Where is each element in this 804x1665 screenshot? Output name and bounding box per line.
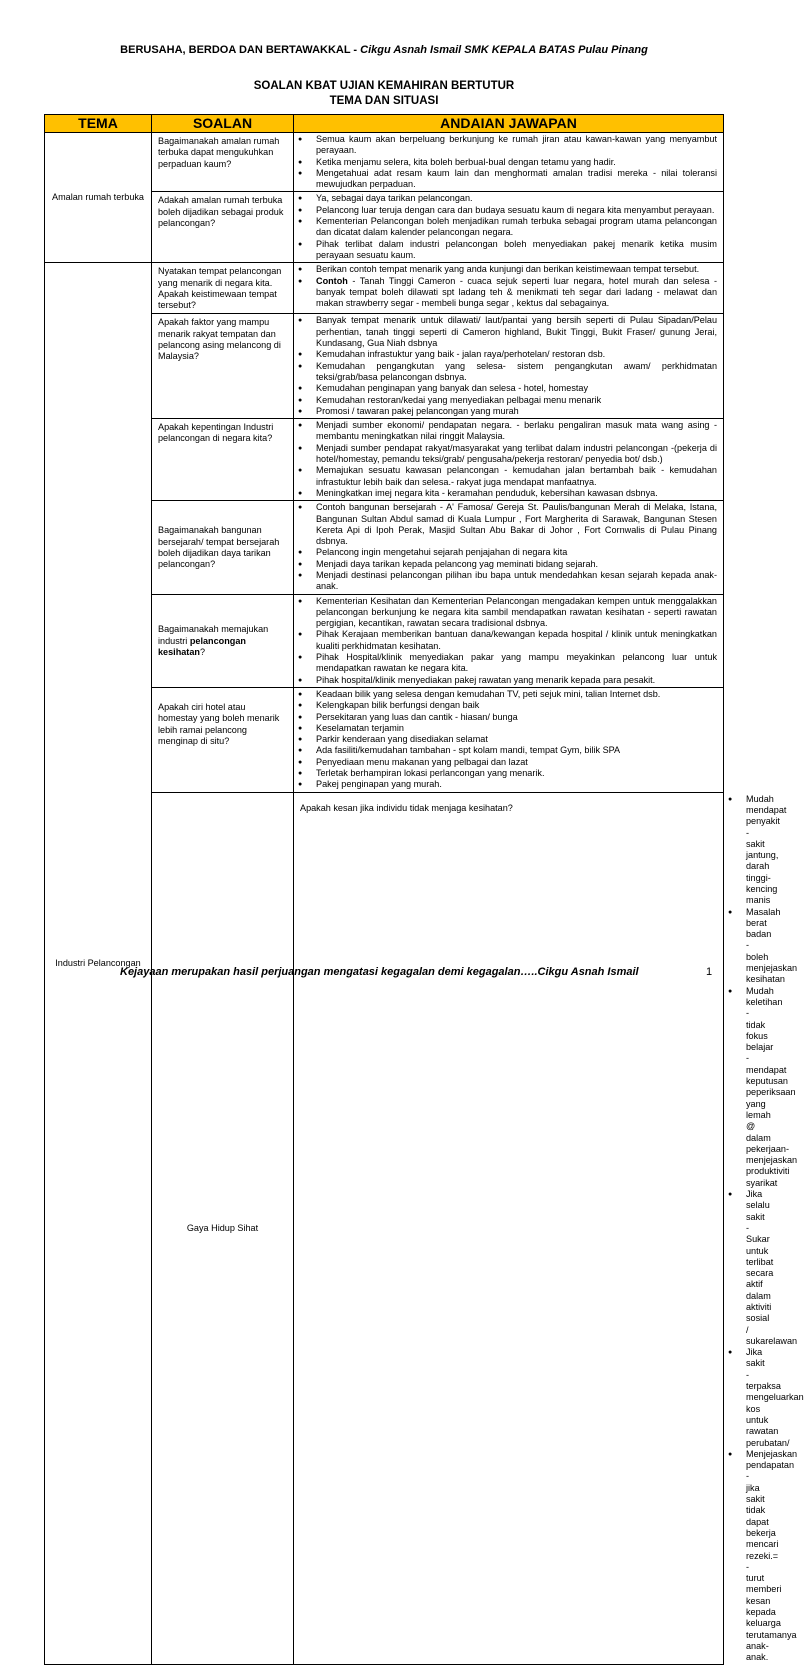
answer-item: ● Kemudahan pengangkutan yang selesa- sistem pengangkutan awam/ perkhidmatan teksi/grab/basa pelancongan dsbnya. <box>294 361 717 384</box>
answer-cell <box>294 263 724 314</box>
question-cell: Apakah kepentingan Industri pelancongan di negara kita? <box>152 419 294 501</box>
question-end: ? <box>199 646 206 657</box>
answer-item: ● Memajukan sesuatu kawasan pelancongan - kemudahan jalan bertambah baik - kemudahan infrastuktur lebih baik dan selesa.- rakyat juga mendapat manfaatnya. <box>294 465 717 488</box>
answer-item: ● Menjejaskan pendapatan - jika sakit tidak dapat bekerja mencari rezeki.= - turut memberi kesan kepada keluarga terutamanya anak-anak. <box>724 1449 746 1664</box>
answer-item <box>294 276 717 310</box>
question-cell: Bagaimanakah bangunan bersejarah/ tempat bersejarah boleh dijadikan daya tarikan pelancongan? <box>152 501 294 594</box>
answer-item: ● Mudah keletihan - tidak fokus belajar - mendapat keputusan peperiksaan yang lemah @ dalam pekerjaan- menjejaskan produktiviti syarikat <box>724 986 746 1189</box>
question-cell: Apakah ciri hotel atau homestay yang boleh menarik lebih ramai pelancong menginap di situ? <box>152 687 294 792</box>
theme-cell: Amalan rumah terbuka <box>45 133 152 263</box>
question-text: Bagaimanakah memajukan industri <box>158 624 269 646</box>
answer-item: ● Ketika menjamu selera, kita boleh berbual-bual dengan tetamu yang hadir. <box>294 157 717 168</box>
answer-item: ● Berikan contoh tempat menarik yang anda kunjungi dan berikan keistimewaan tempat tersebut. <box>294 264 717 275</box>
answer-item: ● Kemudahan infrastuktur yang baik - jalan raya/perhotelan/ restoran dsb. <box>294 349 717 360</box>
col-jawapan: ANDAIAN JAWAPAN <box>294 115 724 133</box>
answer-item: ● Penyediaan menu makanan yang pelbagai dan lazat <box>294 757 717 768</box>
page-header <box>0 44 768 56</box>
theme-cell <box>45 263 152 1665</box>
answer-item: ● Menjadi sumber pendapat rakyat/masyarakat yang terlibat dalam industri pelancongan -(pekerja di hotel/homestay, pemandu teksi/grab/ pengusaha/pekerja restoran/ penyedia bot/ dsb.) <box>294 443 717 466</box>
question-cell: Nyatakan tempat pelancongan yang menarik di negara kita. Apakah keistimewaan tempat tersebut? <box>152 263 294 314</box>
answer-cell <box>294 419 724 501</box>
answer-item: ● Keadaan bilik yang selesa dengan kemudahan TV, peti sejuk mini, talian Internet dsb. <box>294 689 717 700</box>
answer-item: ● Contoh bangunan bersejarah - A' Famosa/ Gereja St. Paulis/bangunan Merah di Melaka, Istana, Bangunan Sultan Abdul samad di Kuala Lumpur , Fort Margherita di Sarawak, Bangunan Stesen Kereta Api di Ipoh Perak, Masjid Sultan Abu Bakar di Johor , Fort Cornwalis di Pulau Pinang dsbnya. <box>294 502 717 547</box>
answer-item: ● Kelengkapan bilik berfungsi dengan baik <box>294 700 717 711</box>
question-cell <box>152 594 294 687</box>
header-motto: BERUSAHA, BERDOA DAN BERTAWAKKAL - <box>120 44 361 56</box>
col-soalan: SOALAN <box>152 115 294 133</box>
answer-item: ● Kemudahan restoran/kedai yang menyediakan pelbagai menu menarik <box>294 395 717 406</box>
answer-cell <box>294 314 724 419</box>
answer-item: ● Pelancong ingin mengetahui sejarah penjajahan di negara kita <box>294 547 717 558</box>
page-number: 1 <box>706 966 713 978</box>
answer-item: ● Masalah berat badan - boleh menjejaskan kesihatan <box>724 907 746 986</box>
theme-cell: Gaya Hidup Sihat <box>152 792 294 1665</box>
col-tema: TEMA <box>45 115 152 133</box>
question-bold: pelancongan kesihatan <box>158 635 246 657</box>
answer-item: ● Menjadi daya tarikan kepada pelancong yag meminati bidang sejarah. <box>294 559 717 570</box>
answer-item: ● Persekitaran yang luas dan cantik - hiasan/ bunga <box>294 712 717 723</box>
table-row <box>45 263 724 314</box>
answer-item: ● Pihak hospital/klinik menyediakan pakej rawatan yang menarik kepada para pesakit. <box>294 675 717 686</box>
question-cell: Adakah amalan rumah terbuka boleh dijadikan sebagai produk pelancongan? <box>152 192 294 263</box>
answer-cell <box>294 594 724 687</box>
answer-item: ● Mengetahuai adat resam kaum lain dan menghormati amalan tradisi mereka - nilai toleransi mewujudkan perpaduan. <box>294 168 717 191</box>
answer-item: ● Pihak terlibat dalam industri pelancongan boleh menyediakan pakej menarik ketika musim perayaan sesuatu kaum. <box>294 239 717 262</box>
answer-item: ● Pihak Hospital/klinik menyediakan pakar yang mampu meyakinkan pelancong luar untuk mendapatkan rawatan ke negara kita. <box>294 652 717 675</box>
answer-cell <box>294 192 724 263</box>
answer-cell <box>294 501 724 594</box>
answer-item: ● Ya, sebagai daya tarikan pelancongan. <box>294 193 717 204</box>
answer-item: ● Mudah mendapat penyakit - sakit jantung, darah tinggi- kencing manis <box>724 794 746 907</box>
doc-subtitle: TEMA DAN SITUASI <box>329 95 439 107</box>
answer-item: ● Meningkatkan imej negara kita - keramahan penduduk, kebersihan kawasan dsbnya. <box>294 488 717 499</box>
answer-cell <box>294 687 724 792</box>
question-cell: Apakah faktor yang mampu menarik rakyat tempatan dan pelancong asing melancong di Malaysia? <box>152 314 294 419</box>
answer-bold: Contoh <box>316 275 348 286</box>
kbat-table <box>44 114 804 1665</box>
question-cell: Bagaimanakah amalan rumah terbuka dapat mengukuhkan perpaduan kaum? <box>152 133 294 192</box>
answer-item: ● Jika sakit - terpaksa mengeluarkan kos untuk rawatan perubatan/ <box>724 1347 746 1449</box>
answer-item: ● Menjadi sumber ekonomi/ pendapatan negara. - berlaku pengaliran masuk mata wang asing - membantu meningkatkan nilai ringgit Malaysia. <box>294 420 717 443</box>
answer-item: ● Parkir kenderaan yang disediakan selamat <box>294 734 717 745</box>
table-row <box>45 133 724 192</box>
answer-item: ● Kemudahan penginapan yang banyak dan selesa - hotel, homestay <box>294 383 717 394</box>
answer-item: ● Jika selalu sakit -Sukar untuk terlibat secara aktif dalam aktiviti sosial / sukarelawan <box>724 1189 746 1347</box>
answer-item: ● Kementerian Kesihatan dan Kementerian Pelancongan mengadakan kempen untuk menggalakkan pelancongan berkunjung ke negara kita sambil mendapatkan rawatan kesihatan - seperti rawatan pergigian, kecantikan, rawatan secara tradisional dsbnya. <box>294 596 717 630</box>
answer-item: ● Terletak berhampiran lokasi perlancongan yang menarik. <box>294 768 717 779</box>
answer-item: ● Ada fasiliti/kemudahan tambahan - spt kolam mandi, tempat Gym, bilik SPA <box>294 745 717 756</box>
question-cell: Apakah kesan jika individu tidak menjaga kesihatan? <box>294 792 724 1665</box>
answer-item: ● Pakej penginapan yang murah. <box>294 779 717 790</box>
table-header-row <box>45 115 724 133</box>
header-author: Cikgu Asnah Ismail SMK KEPALA BATAS Pulau Pinang <box>360 44 648 56</box>
answer-item: ● Promosi / tawaran pakej pelancongan yang murah <box>294 406 717 417</box>
answer-item: ● Kementerian Pelancongan boleh menjadikan rumah terbuka sebagai program utama pelancongan dan dicatat dalam kalender pelancongan negara. <box>294 216 717 239</box>
theme-label: Industri Pelancongan <box>55 958 141 969</box>
answer-item: ● Banyak tempat menarik untuk dilawati/ laut/pantai yang bersih seperti di Pulau Sipadan/Pelau perhentian, tanah tinggi seperti di Cameron highland, Bukit Tinggi, Bukit Fraser/ gunung Jerai, Kundasang, Gua Niah dsbnya <box>294 315 717 349</box>
answer-item: ● Menjadi destinasi pelancongan pilihan ibu bapa untuk mendedahkan kesan sejarah kepada anak-anak. <box>294 570 717 593</box>
answer-cell <box>294 133 724 192</box>
footer-quote: Kejayaan merupakan hasil perjuangan mengatasi kegagalan demi kegagalan…..Cikgu Asnah Ismail <box>120 966 639 978</box>
doc-title: SOALAN KBAT UJIAN KEMAHIRAN BERTUTUR <box>253 80 515 92</box>
answer-item: ● Pelancong luar teruja dengan cara dan budaya sesuatu kaum di negara kita menyambut perayaan. <box>294 205 717 216</box>
answer-item: ● Pihak Kerajaan memberikan bantuan dana/kewangan kepada hospital / klinik untuk meningkatkan kualiti perkhidmatan kesihatan. <box>294 629 717 652</box>
answer-text: - Tanah Tinggi Cameron - cuaca sejuk seperti luar negara, hotel murah dan selesa - banyak tempat boleh dilawati spt ladang teh & menikmati teh segar dari ladang - melawat dan makan strawberry segar - membeli bunga segar , kektus dal sebagainya. <box>316 275 717 309</box>
answer-item: ● Semua kaum akan berpeluang berkunjung ke rumah jiran atau kawan-kawan yang menyambut perayaan. <box>294 134 717 157</box>
answer-item: ● Keselamatan terjamin <box>294 723 717 734</box>
